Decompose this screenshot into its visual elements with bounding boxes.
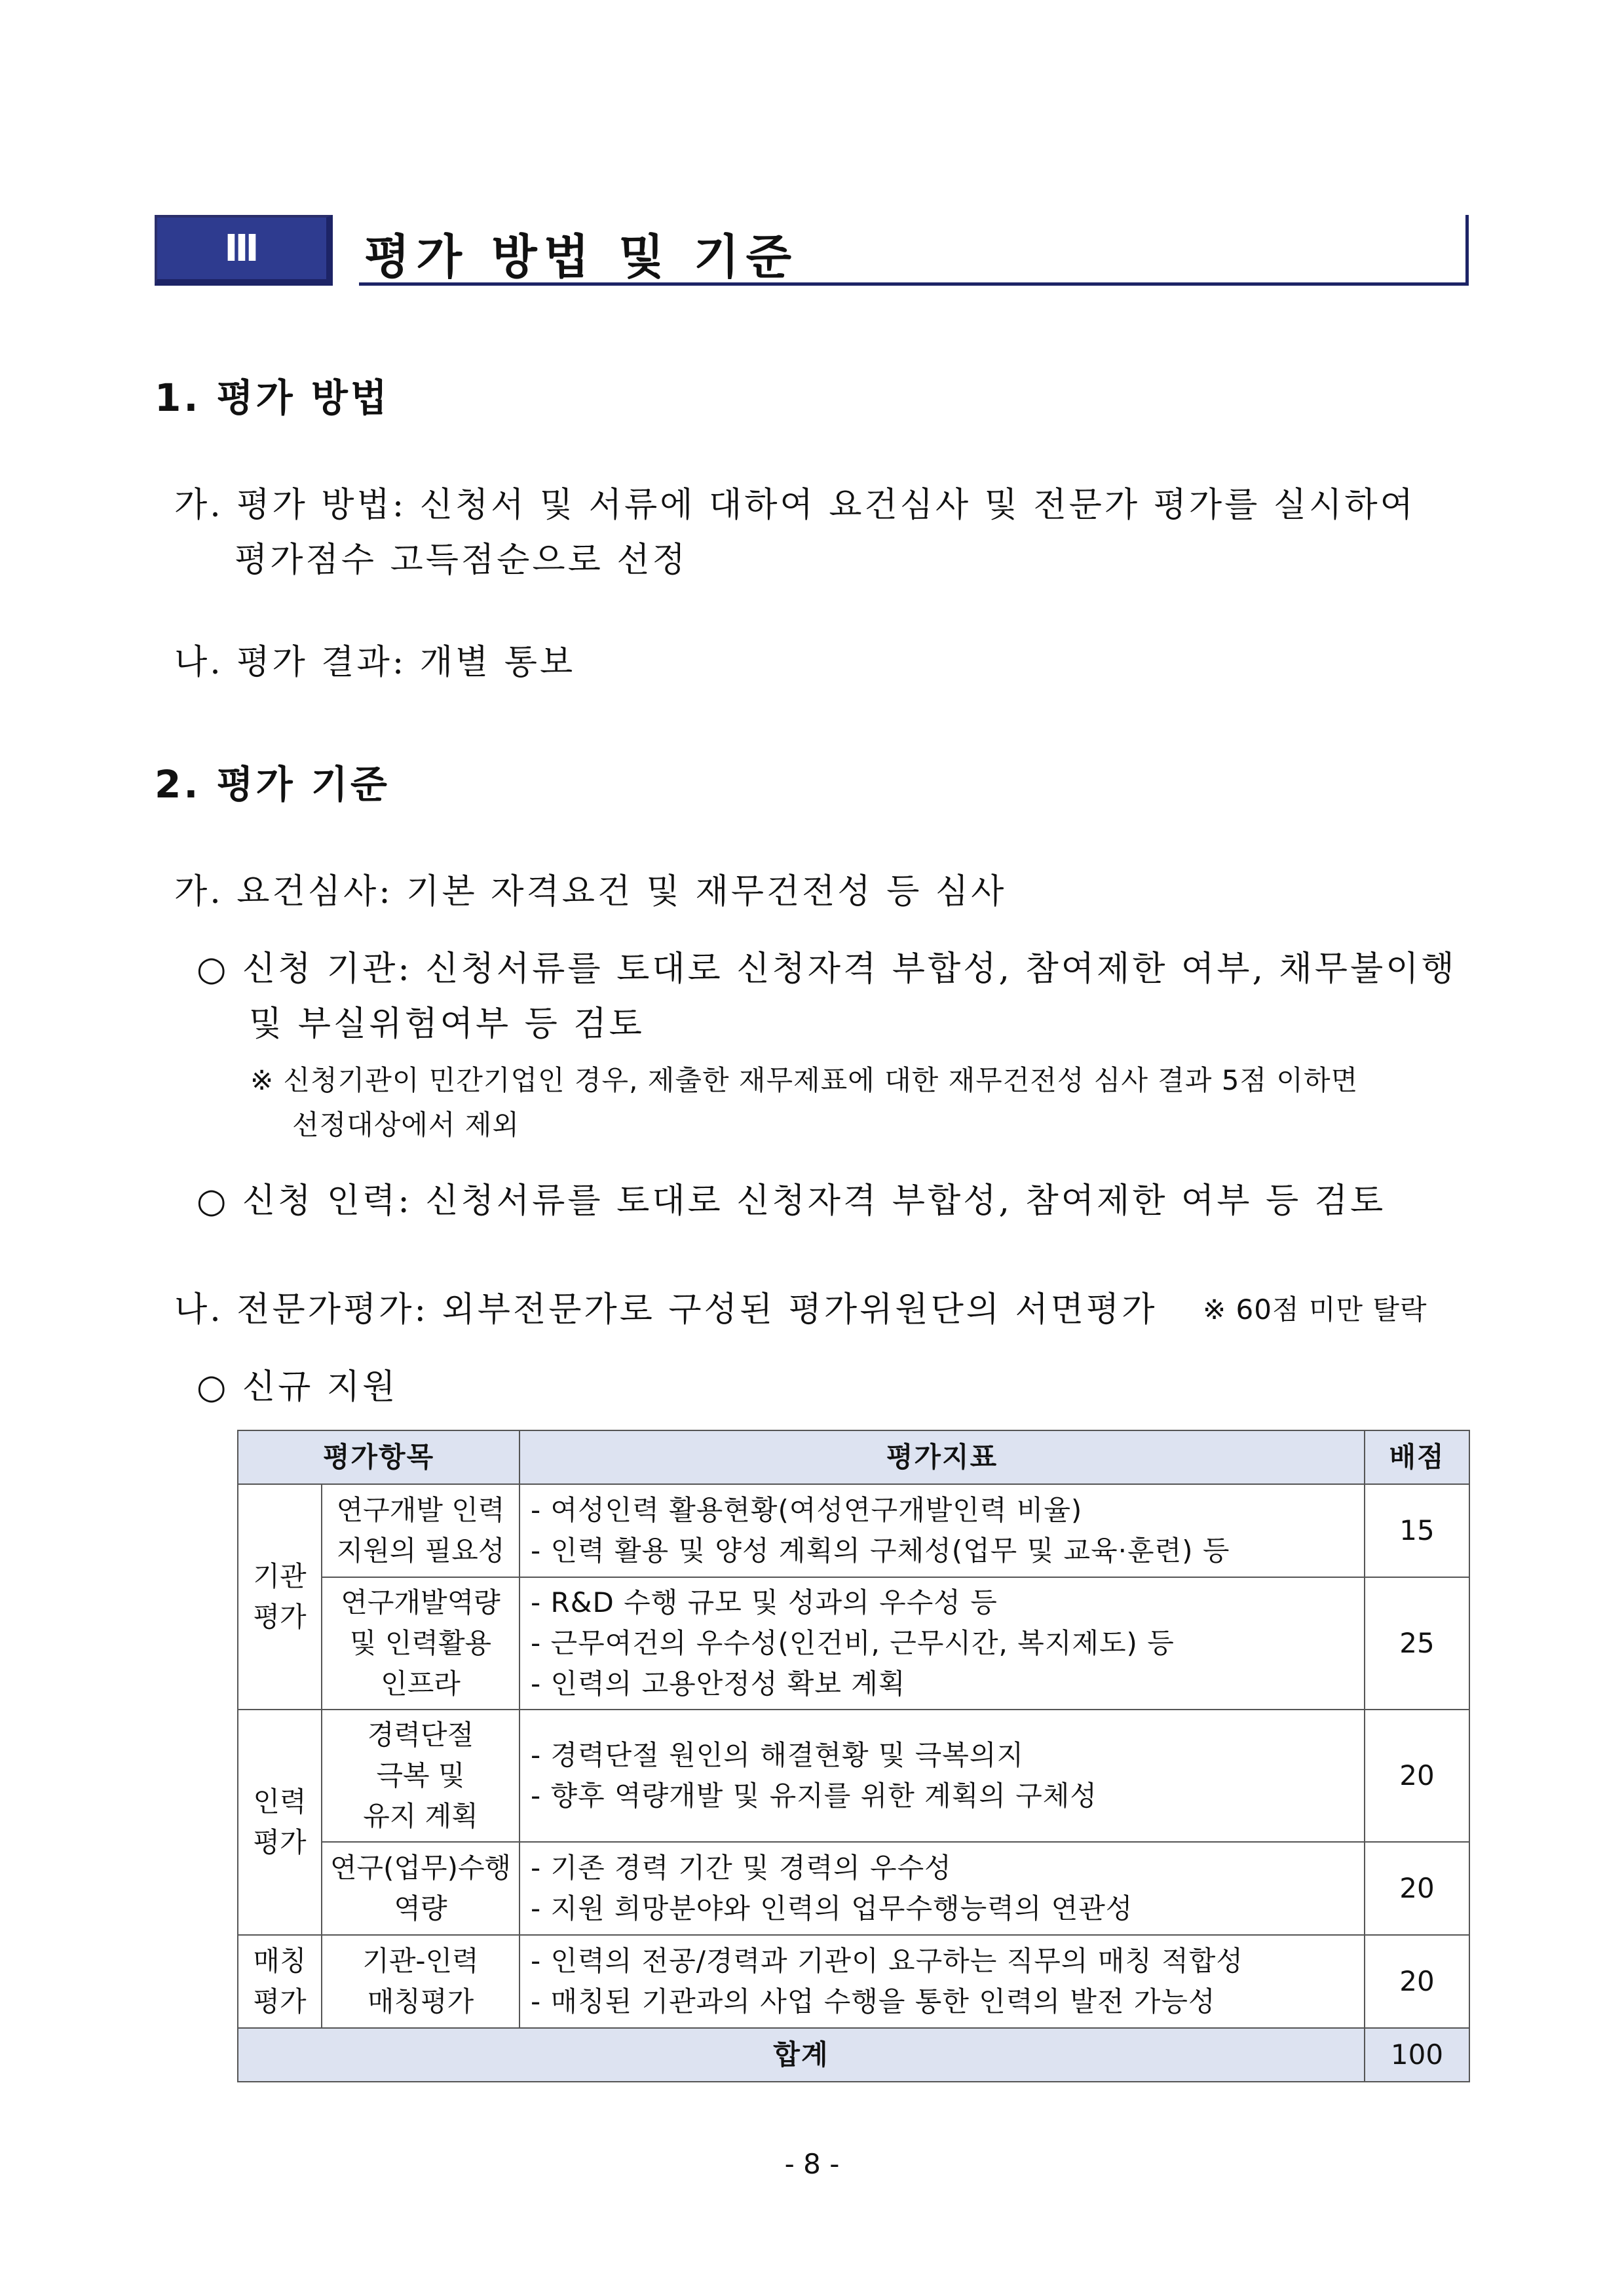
indicator-cell (519, 1577, 1365, 1710)
score-cell: 25 (1365, 1577, 1469, 1710)
indicator-cell (519, 1842, 1365, 1935)
header-indicator: 평가지표 (519, 1430, 1365, 1484)
indicator-line: - 인력의 고용안정성 확보 계획 (531, 1668, 906, 1700)
group-cell: 인력 평가 (238, 1710, 322, 1935)
indicator-line: - 지원 희망분야와 인력의 업무수행능력의 연관성 (531, 1892, 1133, 1924)
total-score: 100 (1365, 2028, 1469, 2082)
indicator-line: - R&D 수행 규모 및 성과의 우수성 등 (531, 1586, 998, 1618)
section2-bullet3: ○ 신규 지원 (197, 1368, 398, 1407)
table-row (238, 1842, 1469, 1935)
indicator-line: - 인력 활용 및 양성 계획의 구체성(업무 및 교육·훈련) 등 (531, 1535, 1230, 1567)
chapter-number-box (155, 215, 333, 286)
indicator-line: - 매칭된 기관과의 사업 수행을 통한 인력의 발전 가능성 (531, 1985, 1216, 2018)
score-cell: 20 (1365, 1710, 1469, 1842)
indicator-cell (519, 1484, 1365, 1577)
group-cell: 기관 평가 (238, 1484, 322, 1710)
section2-item-ga: 가. 요건심사: 기본 자격요건 및 재무건전성 등 심사 (174, 872, 1007, 911)
evaluation-table (237, 1430, 1470, 2082)
section2-bullet1-line1: ○ 신청 기관: 신청서류를 토대로 신청자격 부합성, 참여제한 여부, 채무불이행 (197, 949, 1457, 989)
group-cell: 매칭 평가 (238, 1935, 322, 2028)
section1-item-ga-line2: 평가점수 고득점순으로 선정 (235, 541, 688, 580)
indicator-cell (519, 1935, 1365, 2028)
section1-heading: 1. 평가 방법 (155, 375, 390, 420)
sub-item-cell: 기관-인력 매칭평가 (322, 1935, 519, 2028)
section2-item-na: 나. 전문가평가: 외부전문가로 구성된 평가위원단의 서면평가 (174, 1290, 1158, 1330)
chapter-title: 평가 방법 및 기준 (364, 229, 799, 284)
table-row (238, 1577, 1469, 1710)
indicator-cell (519, 1710, 1365, 1842)
total-label: 합계 (238, 2028, 1365, 2082)
section2-bullet1-line2: 및 부실위험여부 등 검토 (249, 1004, 645, 1044)
sub-item-cell: 연구(업무)수행 역량 (322, 1842, 519, 1935)
section1-item-ga-line1: 가. 평가 방법: 신청서 및 서류에 대하여 요건심사 및 전문가 평가를 실시하여 (174, 486, 1416, 525)
page-number: - 8 - (784, 2148, 840, 2180)
chapter-title-box (359, 215, 1469, 286)
section2-note1-line1: ※ 신청기관이 민간기업인 경우, 제출한 재무제표에 대한 재무건전성 심사 결과 5점 이하면 (250, 1064, 1359, 1096)
table-row (238, 1710, 1469, 1842)
indicator-line: - 경력단절 원인의 해결현황 및 극복의지 (531, 1739, 1025, 1771)
section2-item-na-note: ※ 60점 미만 탈락 (1203, 1293, 1427, 1326)
sub-item-cell: 연구개발역량 및 인력활용 인프라 (322, 1577, 519, 1710)
indicator-line: - 인력의 전공/경력과 기관이 요구하는 직무의 매칭 적합성 (531, 1945, 1243, 1977)
section2-note1-line2: 선정대상에서 제외 (292, 1109, 519, 1141)
sub-item-cell: 연구개발 인력 지원의 필요성 (322, 1484, 519, 1577)
indicator-line: - 근무여건의 우수성(인건비, 근무시간, 복지제도) 등 (531, 1627, 1175, 1659)
section1-item-na: 나. 평가 결과: 개별 통보 (174, 643, 576, 682)
header-item: 평가항목 (238, 1430, 519, 1484)
score-cell: 15 (1365, 1484, 1469, 1577)
score-cell: 20 (1365, 1842, 1469, 1935)
table-row (238, 1935, 1469, 2028)
indicator-line: - 여성인력 활용현황(여성연구개발인력 비율) (531, 1494, 1083, 1526)
score-cell: 20 (1365, 1935, 1469, 2028)
indicator-line: - 기존 경력 기간 및 경력의 우수성 (531, 1852, 952, 1884)
indicator-line: - 향후 역량개발 및 유지를 위한 계획의 구체성 (531, 1780, 1097, 1812)
header-score: 배점 (1365, 1430, 1469, 1484)
sub-item-cell: 경력단절 극복 및 유지 계획 (322, 1710, 519, 1842)
section2-heading: 2. 평가 기준 (155, 762, 390, 807)
table-row (238, 1484, 1469, 1577)
table-total-row (238, 2028, 1469, 2082)
section2-bullet2: ○ 신청 인력: 신청서류를 토대로 신청자격 부합성, 참여제한 여부 등 검토 (197, 1181, 1386, 1221)
chapter-number: Ⅲ (224, 227, 259, 270)
table-header-row (238, 1430, 1469, 1484)
